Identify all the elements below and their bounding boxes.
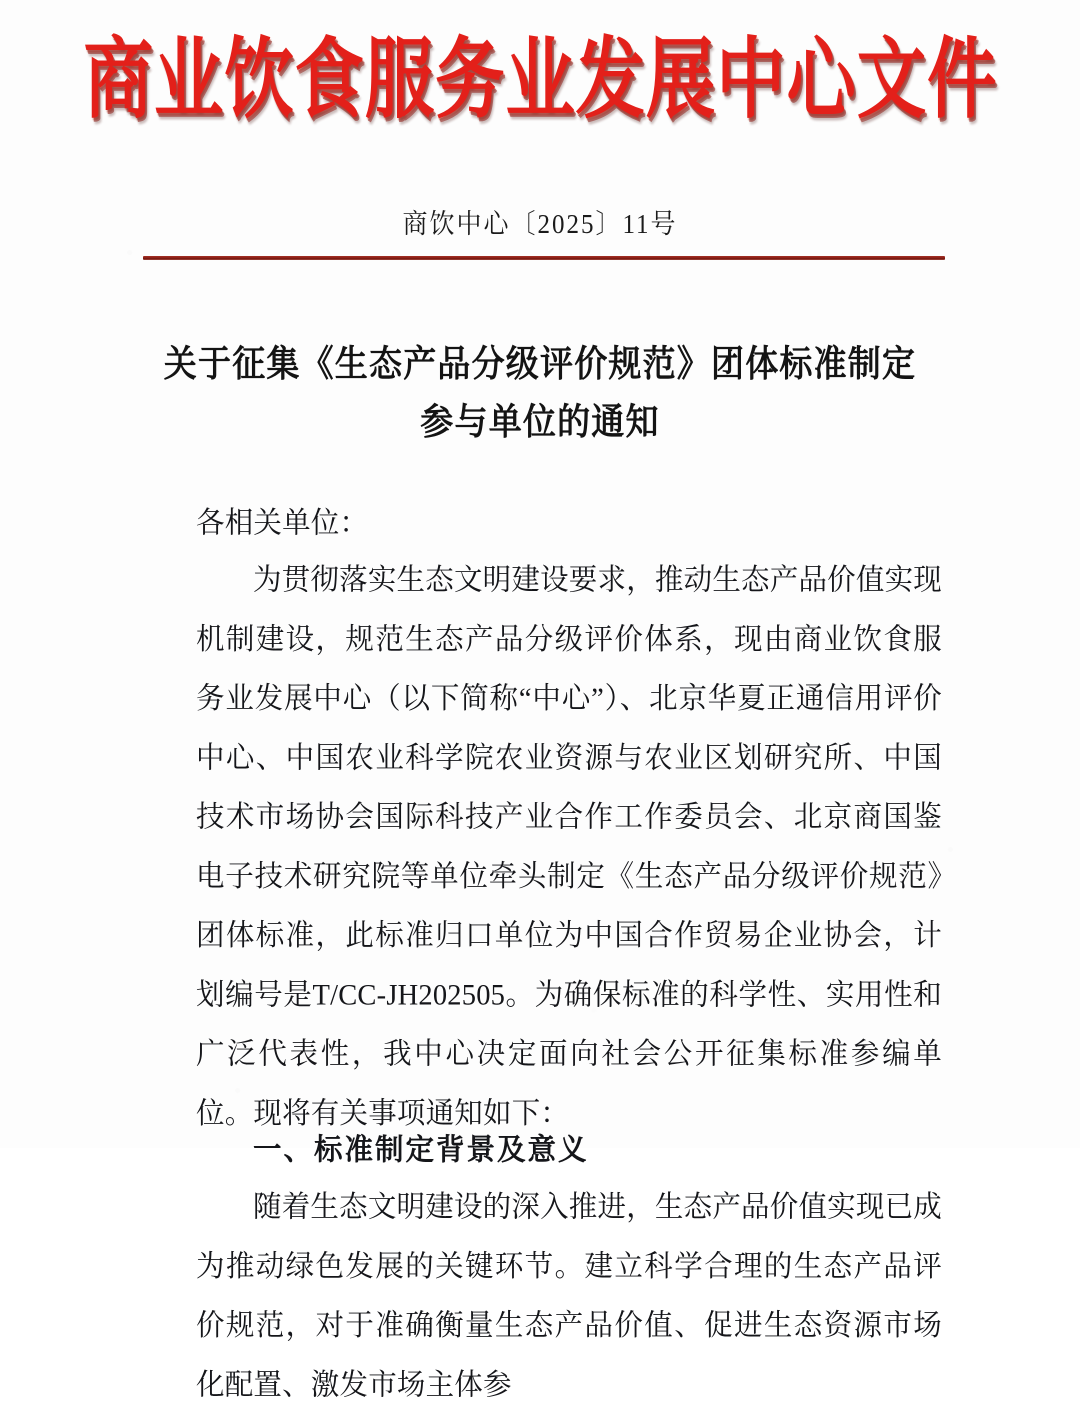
page-title-line-2: 参与单位的通知 <box>420 403 660 443</box>
section-heading-1: 一、标准制定背景及意义 <box>253 1134 589 1167</box>
body-paragraph-1: 为贯彻落实生态文明建设要求，推动生态产品价值实现机制建设，规范生态产品分级评价体系，现由商业饮食服务业发展中心（以下简称“中心”）、北京华夏正通信用评价中心、中国农业科学院农业资源与农业区划研究所、中国技术市场协会国际科技产业合作工作委员会、北京商国鉴电子技术研究院等单位牵头制定《生态产品分级评价规范》团体标准，此标准归口单位为中国合作贸易企业协会，计划编号是T/CC-JH202505。为确保标准的科学性、实用性和广泛代表性，我中心决定面向社会公开征集标准参编单位。现将有关事项通知如下： <box>196 564 942 1131</box>
red-separator-rule <box>143 256 945 260</box>
document-body <box>196 494 942 1406</box>
page-title-line-1: 关于征集《生态产品分级评价规范》团体标准制定 <box>163 345 917 385</box>
section-1-paragraph: 随着生态文明建设的深入推进，生态产品价值实现已成为推动绿色发展的关键环节。建立科学合理的生态产品评价规范，对于准确衡量生态产品价值、促进生态资源市场化配置、激发市场主体参 <box>196 1191 942 1402</box>
document-serial-number: 商饮中心〔2025〕11号 <box>402 210 678 240</box>
salutation: 各相关单位： <box>196 507 369 540</box>
page-title <box>140 336 940 452</box>
masthead <box>0 32 1080 130</box>
masthead-title: 商业饮食服务业发展中心文件 <box>83 32 997 130</box>
